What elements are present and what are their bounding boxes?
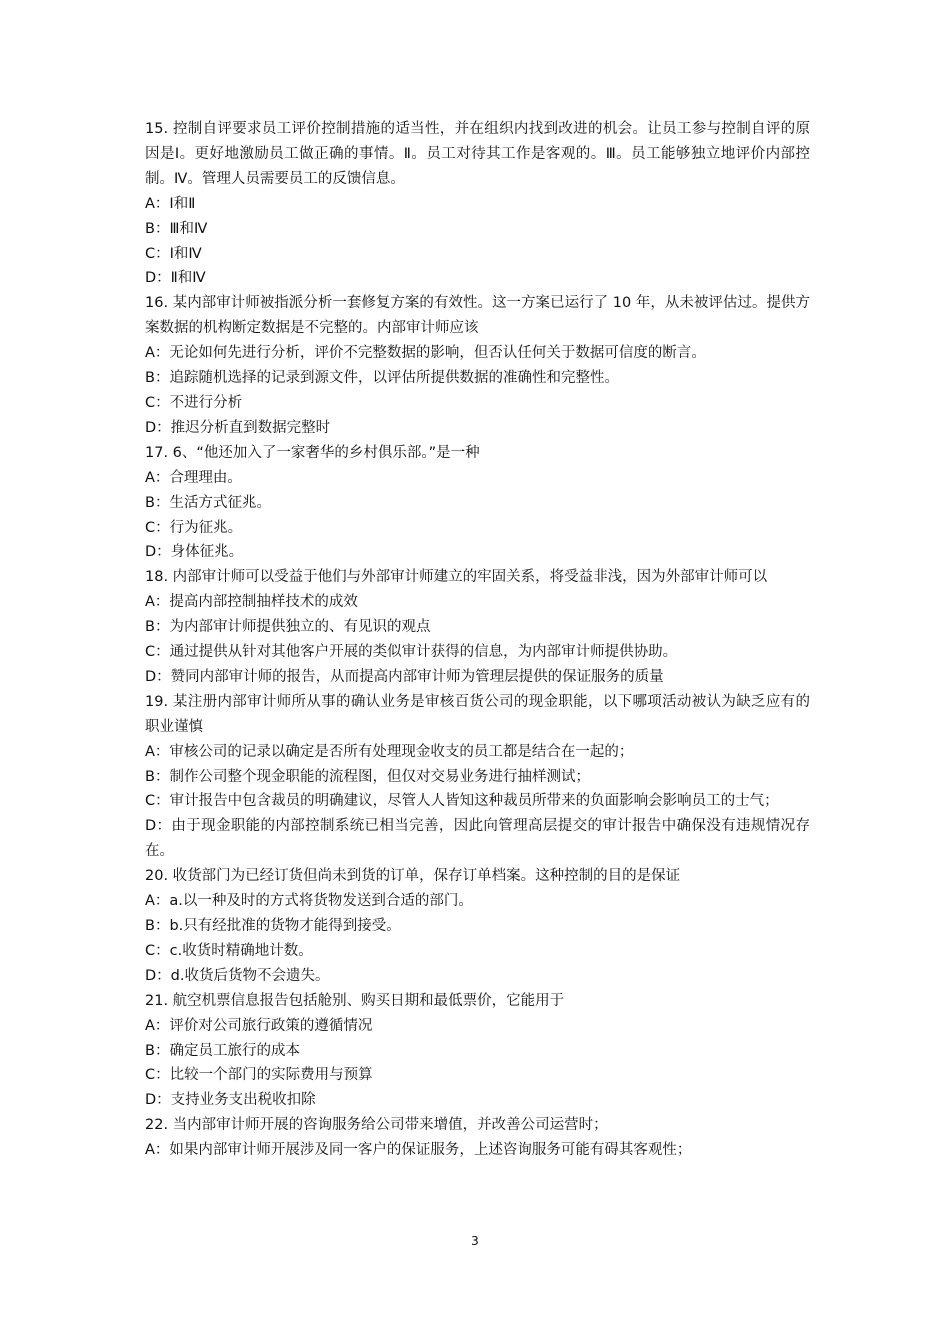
option-a: A：合理理由。 bbox=[145, 469, 242, 486]
option-b: B：确定员工旅行的成本 bbox=[145, 1042, 300, 1059]
option-a: A：Ⅰ和Ⅱ bbox=[145, 195, 196, 212]
option-a: A：审核公司的记录以确定是否所有处理现金收支的员工都是结合在一起的； bbox=[145, 743, 634, 760]
question-stem: 17. 6、“他还加入了一家奢华的乡村俱乐部。”是一种 bbox=[145, 444, 480, 461]
page-number: 3 bbox=[471, 1234, 479, 1248]
option-d: D：Ⅱ和Ⅳ bbox=[145, 270, 206, 287]
option-b: B：为内部审计师提供独立的、有见识的观点 bbox=[145, 619, 431, 636]
option-c: C：Ⅰ和Ⅳ bbox=[145, 245, 202, 262]
option-c: C：审计报告中包含裁员的明确建议，尽管人人皆知这种裁员所带来的负面影响会影响员工的士气； bbox=[145, 793, 779, 810]
option-b: B：生活方式征兆。 bbox=[145, 494, 271, 511]
question-stem: 18. 内部审计师可以受益于他们与外部审计师建立的牢固关系，将受益非浅，因为外部审计师可以 bbox=[145, 569, 768, 586]
option-a: A：如果内部审计师开展涉及同一客户的保证服务，上述咨询服务可能有碍其客观性； bbox=[145, 1142, 692, 1159]
question-stem: 21. 航空机票信息报告包括舱别、购买日期和最低票价，它能用于 bbox=[145, 992, 565, 1009]
option-d: D：身体征兆。 bbox=[145, 544, 244, 561]
option-d: D：赞同内部审计师的报告，从而提高内部审计师为管理层提供的保证服务的质量 bbox=[145, 668, 664, 685]
option-d: D：d.收货后货物不会遗失。 bbox=[145, 967, 330, 984]
question-16 bbox=[145, 291, 810, 440]
question-21 bbox=[145, 989, 810, 1114]
question-19 bbox=[145, 690, 810, 864]
option-c: C：通过提供从针对其他客户开展的类似审计获得的信息，为内部审计师提供协助。 bbox=[145, 644, 678, 661]
option-a: A：a.以一种及时的方式将货物发送到合适的部门。 bbox=[145, 893, 473, 910]
question-stem: 22. 当内部审计师开展的咨询服务给公司带来增值，并改善公司运营时； bbox=[145, 1117, 608, 1134]
option-b: B：追踪随机选择的记录到源文件，以评估所提供数据的准确性和完整性。 bbox=[145, 370, 619, 387]
question-22 bbox=[145, 1113, 810, 1163]
question-stem: 20. 收货部门为已经订货但尚未到货的订单，保存订单档案。这种控制的目的是保证 bbox=[145, 868, 681, 885]
page-content bbox=[145, 117, 810, 1163]
option-a: A：提高内部控制抽样技术的成效 bbox=[145, 594, 358, 611]
option-b: B：b.只有经批准的货物才能得到接受。 bbox=[145, 918, 401, 934]
option-b: B：Ⅲ和Ⅳ bbox=[145, 220, 208, 237]
option-c: C：c.收货时精确地计数。 bbox=[145, 942, 313, 959]
option-d: D：推迟分析直到数据完整时 bbox=[145, 419, 331, 436]
question-15 bbox=[145, 117, 810, 291]
question-20 bbox=[145, 864, 810, 989]
question-stem: 16. 某内部审计师被指派分析一套修复方案的有效性。这一方案已运行了 10 年，从未被评估过。提供方案数据的机构断定数据是不完整的。内部审计师应该 bbox=[145, 295, 810, 337]
question-17 bbox=[145, 441, 810, 566]
question-18 bbox=[145, 565, 810, 690]
option-c: C：行为征兆。 bbox=[145, 519, 243, 536]
option-a: A：无论如何先进行分析，评价不完整数据的影响，但否认任何关于数据可信度的断言。 bbox=[145, 345, 706, 362]
option-c: C：比较一个部门的实际费用与预算 bbox=[145, 1067, 373, 1084]
option-d: D：支持业务支出税收扣除 bbox=[145, 1092, 316, 1109]
option-a: A：评价对公司旅行政策的遵循情况 bbox=[145, 1017, 373, 1034]
option-b: B：制作公司整个现金职能的流程图，但仅对交易业务进行抽样测试； bbox=[145, 768, 590, 785]
question-stem: 19. 某注册内部审计师所从事的确认业务是审核百货公司的现金职能，以下哪项活动被认为缺乏应有的职业谨慎 bbox=[145, 693, 810, 735]
question-stem: 15. 控制自评要求员工评价控制措施的适当性，并在组织内找到改进的机会。让员工参与控制自评的原因是Ⅰ。更好地激励员工做正确的事情。Ⅱ。员工对待其工作是客观的。Ⅲ。员工能够独立地评价内部控制。Ⅳ。管理人员需要员工的反馈信息。 bbox=[145, 121, 810, 187]
option-d: D：由于现金职能的内部控制系统已相当完善，因此向管理高层提交的审计报告中确保没有违规情况存在。 bbox=[145, 818, 810, 860]
option-c: C：不进行分析 bbox=[145, 394, 243, 411]
